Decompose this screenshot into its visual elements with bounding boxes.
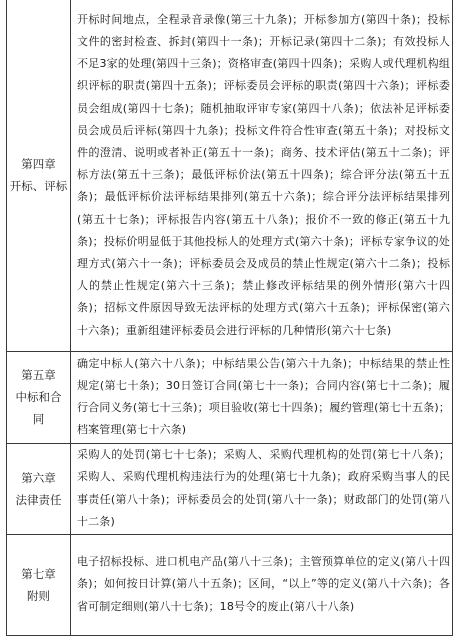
table-row [7, 0, 453, 351]
table-row [7, 351, 453, 443]
regulation-outline-table [6, 0, 453, 636]
chapter-title: 开标、评标 [9, 179, 68, 194]
chapter-title: 附则 [27, 588, 50, 603]
chapter-content: 开标时间地点，全程录音录像(第三十九条)；开标参加方(第四十条)；投标文件的密封检查、拆封(第四十一条)；开标记录(第四十二条)；有效投标人不足3家的处理(第四十三条)；资格审查(第四十四条)；采购人或代理机构组织评标的职责(第四十五条)；评标委员会评标的职责(第四十六条)；评标委员会组成(第四十七条)；随机抽取评审专家(第四十八条)；依法补足评标委员会成员后评标(第四十九条)；投标文件符合性审查(第五十条)；对投标文件的澄清、说明或者补正(第五十一条)；商务、技术评估(第五十二条)；评标方法(第五十三条)；最低评标价法(第五十四条)；综合评分法(第五十五条)；最低评标价法评标结果排列(第五十六条)；综合评分法评标结果排列(第五十七条)；评标报告内容(第五十八条)；报价不一致的修正(第五十九条)；投标价明显低于其他投标人的处理方式(第六十条)；评标专家争议的处理方式(第六十一条)；评标委员会及成员的禁止性规定(第六十二条)；投标人的禁止性规定(第六十三条)；禁止修改评标结果的例外情形(第六十四条)；招标文件原因导致无法评标的处理方式(第六十五条)；评标保密(第六十六条)；重新组建评标委员会进行评标的几种情形(第六十七条) [71, 0, 453, 351]
chapter-number: 第六章 [21, 470, 56, 485]
chapter-content: 采购人的处罚(第七十七条)；采购人、采购代理机构的处罚(第七十八条)；采购人、采购代理机构违法行为的处理(第七十九条)；政府采购当事人的民事责任(第八十条)；评标委员会的处罚(第八十一条)；财政部门的处罚(第八十二条) [71, 443, 453, 534]
chapter-heading-cell [7, 0, 71, 351]
chapter-title-continued: 同 [32, 412, 45, 426]
chapter-heading-cell [7, 443, 71, 534]
chapter-number: 第四章 [21, 157, 56, 172]
table-row [7, 534, 453, 635]
chapter-title: 中标和合 [15, 390, 62, 404]
chapter-heading-cell [7, 351, 71, 443]
chapter-number: 第七章 [21, 566, 56, 581]
chapter-number: 第五章 [21, 368, 56, 382]
chapter-content: 电子招标投标、进口机电产品(第八十三条)；主管预算单位的定义(第八十四条)；如何按日计算(第八十五条)；区间，“以上”等的定义(第八十六条)；各省可制定细则(第八十七条)；18号令的废止(第八十八条) [71, 534, 453, 635]
chapter-title: 法律责任 [15, 492, 62, 507]
chapter-content: 确定中标人(第六十八条)；中标结果公告(第六十九条)；中标结果的禁止性规定(第七十条)；30日签订合同(第七十一条)；合同内容(第七十二条)；履行合同义务(第七十三条)；项目验收(第七十四条)；履约管理(第七十五条)；档案管理(第七十六条) [71, 351, 453, 443]
table-row [7, 443, 453, 534]
chapter-heading-cell [7, 534, 71, 635]
